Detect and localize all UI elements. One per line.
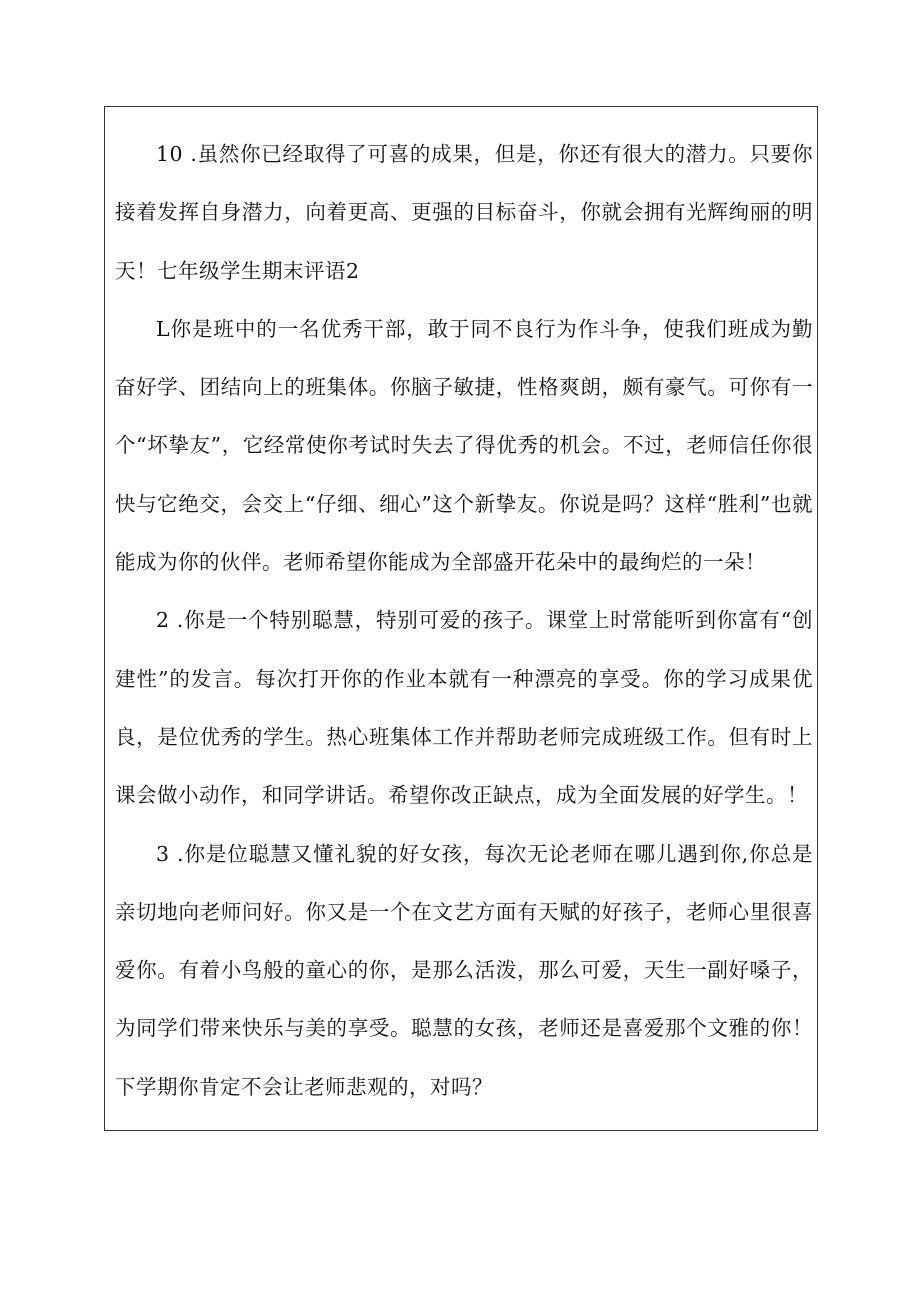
comment-paragraph-1: L你是班中的一名优秀干部，敢于同不良行为作斗争，使我们班成为勤奋好学、团结向上的班集体。你脑子敏捷，性格爽朗，颇有豪气。可你有一个“坏挚友”，它经常使你考试时失去了得优秀的机会。不过，老师信任你很快与它绝交，会交上“仔细、细心”这个新挚友。你说是吗？这样“胜利”也就能成为你的伙伴。老师希望你能成为全部盛开花朵中的最绚烂的一朵！ — [115, 316, 813, 575]
comment-paragraph-2: 2 .你是一个特别聪慧，特别可爱的孩子。课堂上时常能听到你富有“创建性”的发言。每次打开你的作业本就有一种漂亮的享受。你的学习成果优良，是位优秀的学生。热心班集体工作并帮助老师完成班级工作。但有时上课会做小动作，和同学讲话。希望你改正缺点，成为全面发展的好学生。！ — [115, 608, 813, 808]
comment-paragraph-10: 10 .虽然你已经取得了可喜的成果，但是，你还有很大的潜力。只要你接着发挥自身潜力，向着更高、更强的目标奋斗，你就会拥有光辉绚丽的明天！七年级学生期末评语2 — [115, 142, 813, 283]
document-frame — [104, 106, 818, 1131]
document-body — [115, 125, 813, 1116]
comment-paragraph-3: 3 .你是位聪慧又懂礼貌的好女孩，每次无论老师在哪儿遇到你,你总是亲切地向老师问好。你又是一个在文艺方面有天赋的好孩子，老师心里很喜爱你。有着小鸟般的童心的你，是那么活泼，那么可爱，天生一副好嗓子，为同学们带来快乐与美的享受。聪慧的女孩，老师还是喜爱那个文雅的你！下学期你肯定不会让老师悲观的，对吗？ — [115, 841, 813, 1099]
